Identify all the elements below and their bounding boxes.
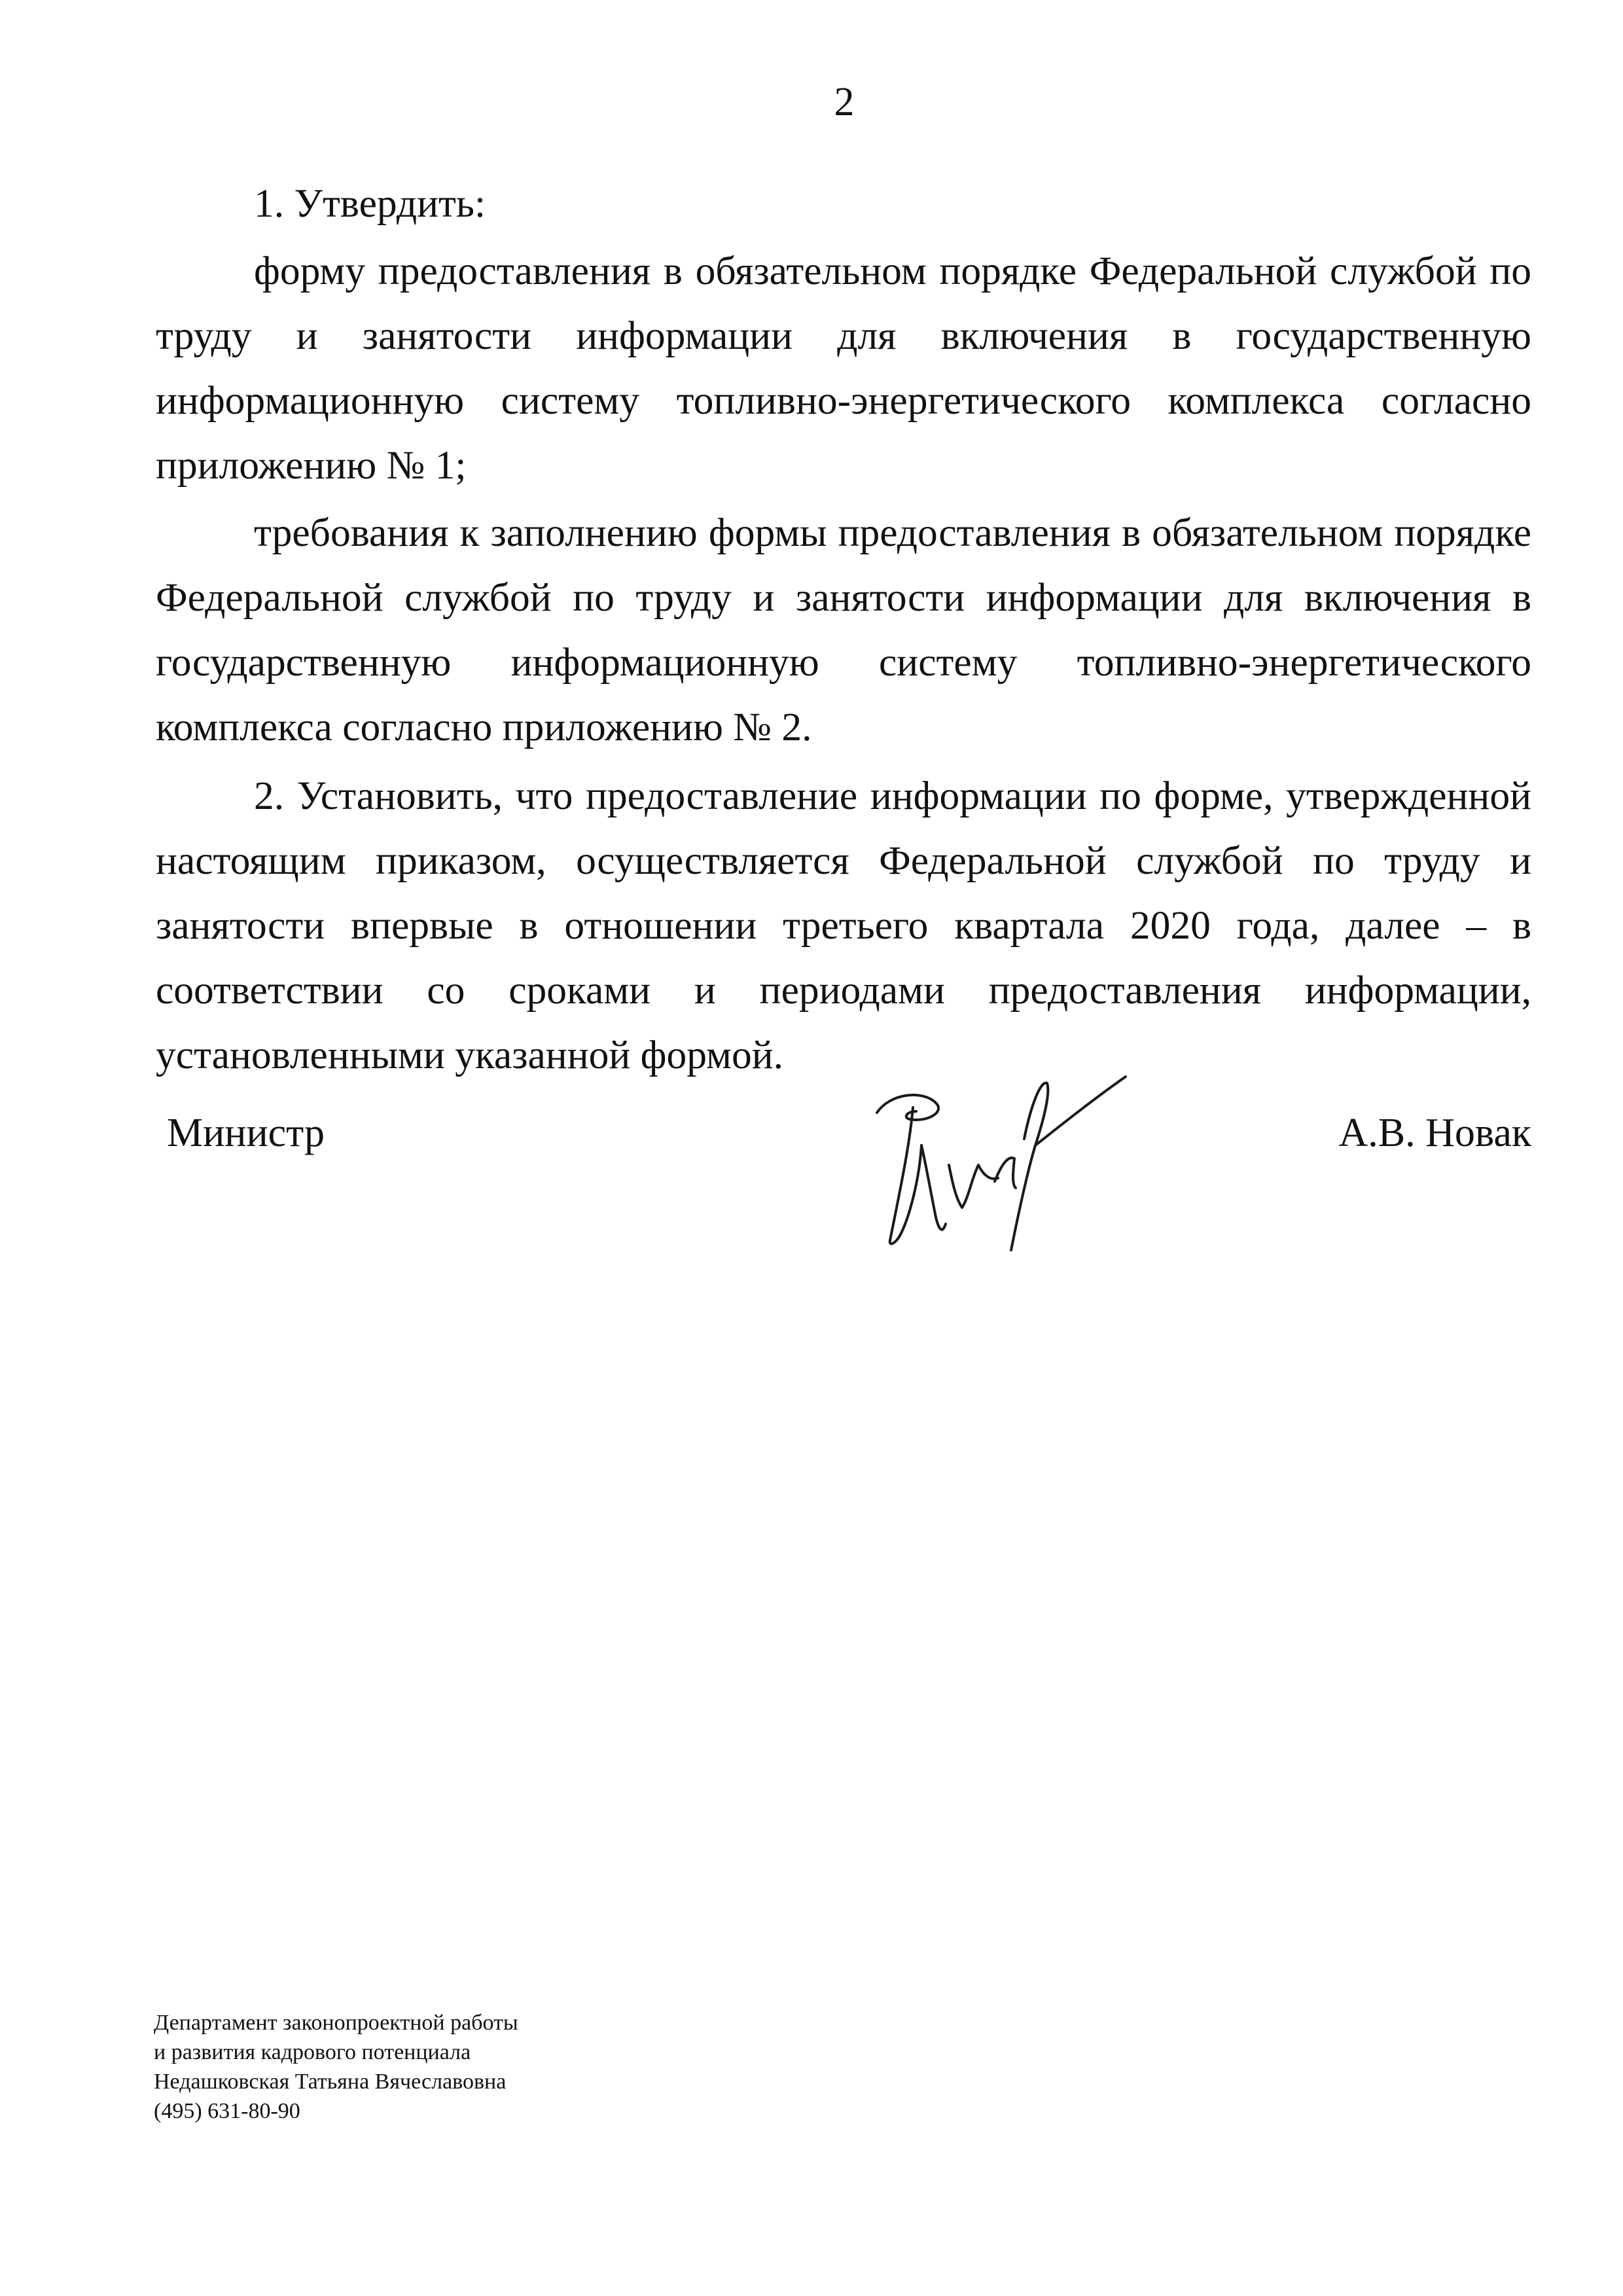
signature-block [0,1047,1623,1270]
executor-name: Недашковская Татьяна Вячеславовна [154,2070,507,2094]
minister-title: Министр [167,1111,325,1155]
clause-1-item-form: форму предоставления в обязательном порядке Федеральной службой по труду и занятости информации для включения в государственную информационную систему топливно-энергетического комплекса согласно приложению № 1; [156,249,1531,488]
executor-department-line1: Департамент законопроектной работы [154,2011,518,2035]
handwritten-signature [864,1067,1139,1263]
minister-name: А.В. Новак [1338,1111,1531,1155]
page-number: 2 [834,80,855,124]
order-body [156,171,1531,1088]
clause-1-heading: 1. Утвердить: [254,181,486,226]
clause-1-item-requirements: требования к заполнению формы предоставления в обязательном порядке Федеральной службой по труду и занятости информации для включения в государственную информационную систему топливно-энергетического комплекса согласно приложению № 2. [156,511,1531,749]
clause-2: 2. Установить, что предоставление информации по форме, утвержденной настоящим приказом, осуществляется Федеральной службой по труду и занятости впервые в отношении третьего квартала 2020 года, далее – в соответствии со сроками и периодами предоставления информации, установленными указанной формой. [156,774,1531,1077]
executor-info [154,2008,518,2126]
executor-phone: (495) 631-80-90 [154,2099,300,2123]
executor-department-line2: и развития кадрового потенциала [154,2040,471,2064]
